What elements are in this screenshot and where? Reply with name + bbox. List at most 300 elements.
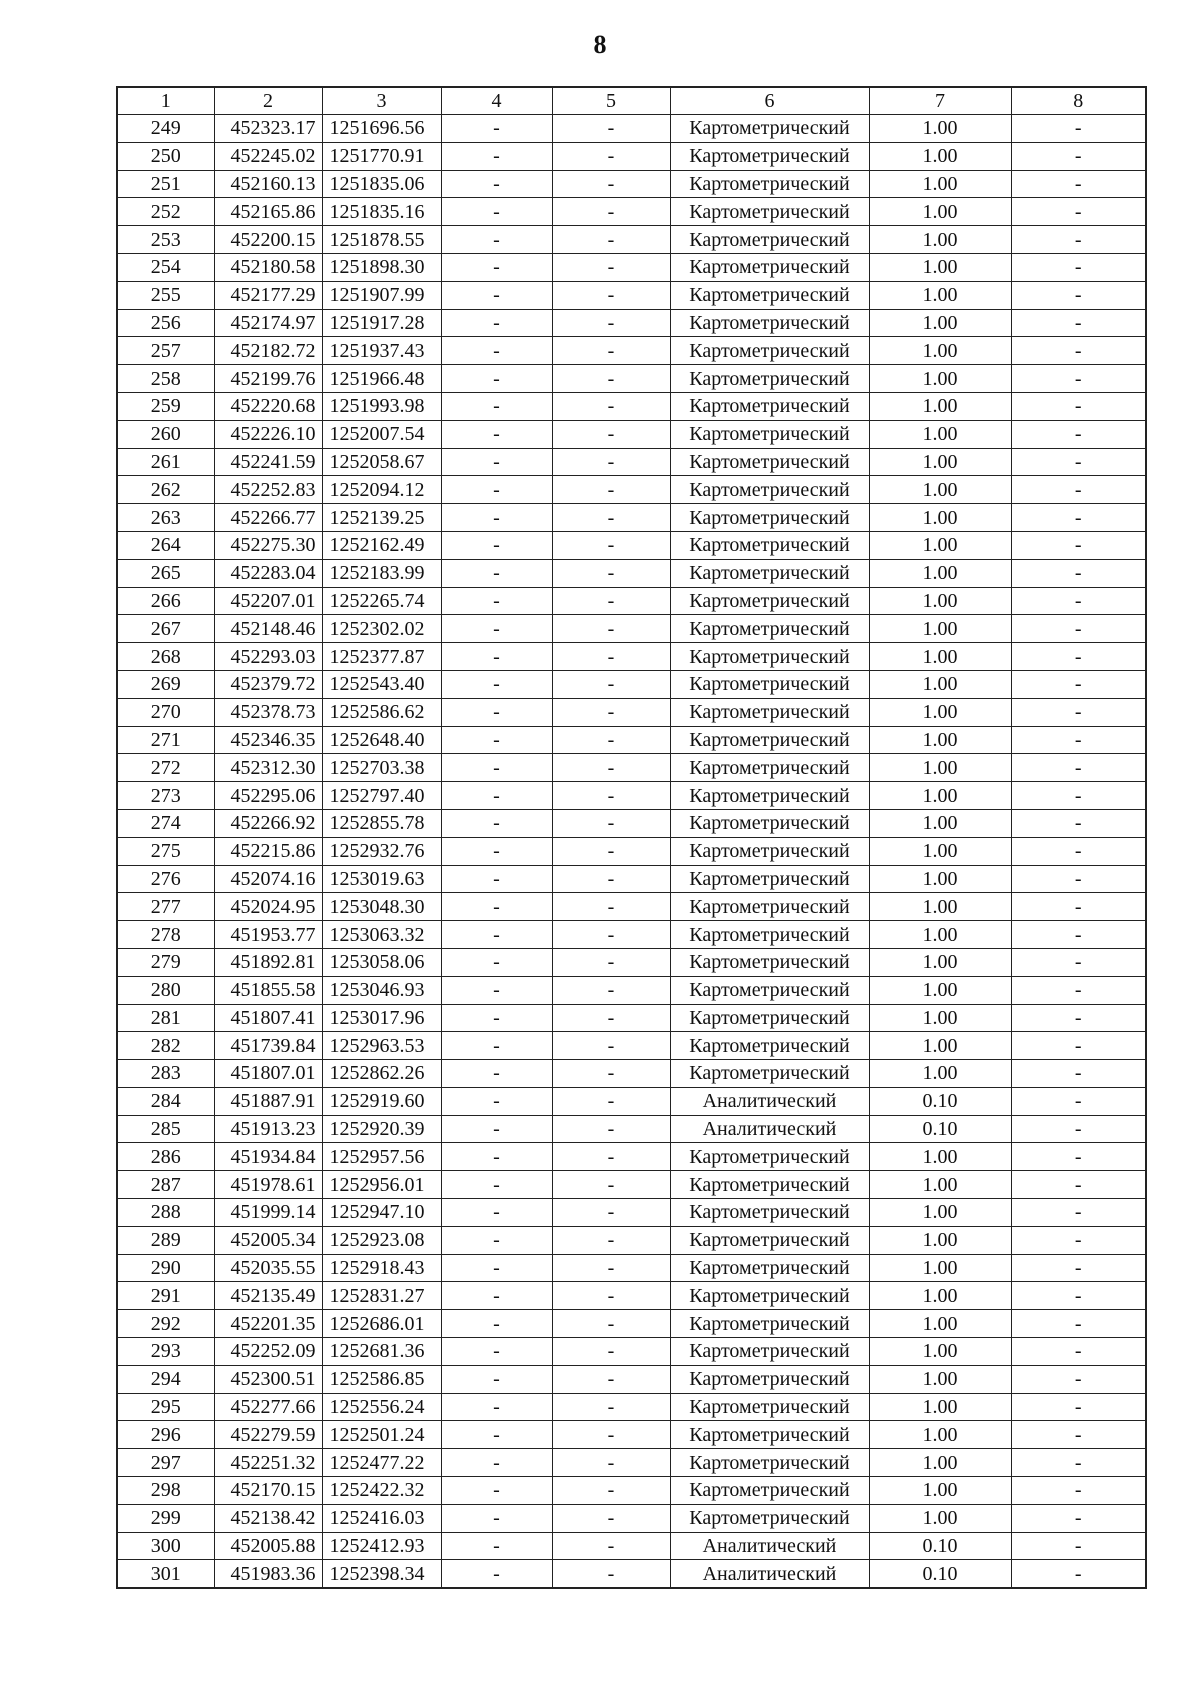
column-8-cell: - (1011, 420, 1146, 448)
method-cell: Картометрический (670, 1282, 869, 1310)
column-4-cell: - (441, 198, 552, 226)
accuracy-cell: 1.00 (869, 1004, 1011, 1032)
accuracy-cell: 1.00 (869, 893, 1011, 921)
method-cell: Аналитический (670, 1560, 869, 1588)
point-number-cell: 271 (117, 726, 214, 754)
x-coordinate-cell: 452275.30 (214, 531, 322, 559)
point-number-cell: 260 (117, 420, 214, 448)
x-coordinate-cell: 452174.97 (214, 309, 322, 337)
table-row (117, 476, 1146, 504)
accuracy-cell: 1.00 (869, 1199, 1011, 1227)
column-4-cell: - (441, 1115, 552, 1143)
column-5-cell: - (552, 809, 670, 837)
y-coordinate-cell: 1252007.54 (322, 420, 441, 448)
y-coordinate-cell: 1252855.78 (322, 809, 441, 837)
x-coordinate-cell: 452252.83 (214, 476, 322, 504)
x-coordinate-cell: 452241.59 (214, 448, 322, 476)
x-coordinate-cell: 451978.61 (214, 1171, 322, 1199)
y-coordinate-cell: 1252416.03 (322, 1504, 441, 1532)
column-8-cell: - (1011, 142, 1146, 170)
column-5-cell: - (552, 448, 670, 476)
table-row (117, 1171, 1146, 1199)
method-cell: Аналитический (670, 1115, 869, 1143)
column-5-cell: - (552, 226, 670, 254)
coordinates-table (116, 86, 1147, 1589)
point-number-cell: 293 (117, 1338, 214, 1366)
point-number-cell: 265 (117, 559, 214, 587)
column-4-cell: - (441, 1254, 552, 1282)
x-coordinate-cell: 451807.41 (214, 1004, 322, 1032)
column-4-cell: - (441, 809, 552, 837)
column-header: 3 (322, 87, 441, 115)
table-row (117, 921, 1146, 949)
table-row (117, 1060, 1146, 1088)
column-4-cell: - (441, 1477, 552, 1505)
column-4-cell: - (441, 865, 552, 893)
table-row (117, 420, 1146, 448)
column-5-cell: - (552, 1365, 670, 1393)
point-number-cell: 281 (117, 1004, 214, 1032)
y-coordinate-cell: 1251835.06 (322, 170, 441, 198)
accuracy-cell: 1.00 (869, 531, 1011, 559)
point-number-cell: 279 (117, 948, 214, 976)
y-coordinate-cell: 1252412.93 (322, 1532, 441, 1560)
column-8-cell: - (1011, 198, 1146, 226)
column-5-cell: - (552, 670, 670, 698)
x-coordinate-cell: 451855.58 (214, 976, 322, 1004)
x-coordinate-cell: 451807.01 (214, 1060, 322, 1088)
column-header: 2 (214, 87, 322, 115)
x-coordinate-cell: 452295.06 (214, 782, 322, 810)
column-5-cell: - (552, 1115, 670, 1143)
point-number-cell: 276 (117, 865, 214, 893)
column-5-cell: - (552, 115, 670, 143)
column-4-cell: - (441, 643, 552, 671)
column-5-cell: - (552, 698, 670, 726)
column-4-cell: - (441, 1282, 552, 1310)
y-coordinate-cell: 1251835.16 (322, 198, 441, 226)
table-row (117, 1532, 1146, 1560)
y-coordinate-cell: 1253019.63 (322, 865, 441, 893)
column-4-cell: - (441, 1421, 552, 1449)
x-coordinate-cell: 452323.17 (214, 115, 322, 143)
column-4-cell: - (441, 1143, 552, 1171)
point-number-cell: 255 (117, 281, 214, 309)
table-row (117, 1004, 1146, 1032)
point-number-cell: 284 (117, 1087, 214, 1115)
method-cell: Картометрический (670, 643, 869, 671)
accuracy-cell: 1.00 (869, 698, 1011, 726)
column-4-cell: - (441, 893, 552, 921)
column-4-cell: - (441, 1504, 552, 1532)
table-row (117, 754, 1146, 782)
table-row (117, 948, 1146, 976)
column-5-cell: - (552, 921, 670, 949)
column-8-cell: - (1011, 1365, 1146, 1393)
x-coordinate-cell: 452199.76 (214, 365, 322, 393)
column-5-cell: - (552, 837, 670, 865)
accuracy-cell: 1.00 (869, 1421, 1011, 1449)
method-cell: Картометрический (670, 809, 869, 837)
point-number-cell: 262 (117, 476, 214, 504)
method-cell: Картометрический (670, 1254, 869, 1282)
column-header: 1 (117, 87, 214, 115)
column-4-cell: - (441, 448, 552, 476)
x-coordinate-cell: 452148.46 (214, 615, 322, 643)
column-4-cell: - (441, 976, 552, 1004)
column-5-cell: - (552, 1282, 670, 1310)
point-number-cell: 301 (117, 1560, 214, 1588)
column-5-cell: - (552, 643, 670, 671)
column-8-cell: - (1011, 1199, 1146, 1227)
column-5-cell: - (552, 1338, 670, 1366)
table-row (117, 837, 1146, 865)
table-row (117, 1199, 1146, 1227)
accuracy-cell: 1.00 (869, 253, 1011, 281)
table-row (117, 809, 1146, 837)
point-number-cell: 275 (117, 837, 214, 865)
method-cell: Картометрический (670, 893, 869, 921)
method-cell: Картометрический (670, 142, 869, 170)
y-coordinate-cell: 1252058.67 (322, 448, 441, 476)
x-coordinate-cell: 452279.59 (214, 1421, 322, 1449)
x-coordinate-cell: 452293.03 (214, 643, 322, 671)
x-coordinate-cell: 452312.30 (214, 754, 322, 782)
accuracy-cell: 0.10 (869, 1087, 1011, 1115)
accuracy-cell: 1.00 (869, 1504, 1011, 1532)
column-5-cell: - (552, 1532, 670, 1560)
y-coordinate-cell: 1252956.01 (322, 1171, 441, 1199)
point-number-cell: 278 (117, 921, 214, 949)
column-8-cell: - (1011, 587, 1146, 615)
column-4-cell: - (441, 698, 552, 726)
table-row (117, 253, 1146, 281)
method-cell: Картометрический (670, 1338, 869, 1366)
accuracy-cell: 1.00 (869, 170, 1011, 198)
column-5-cell: - (552, 1421, 670, 1449)
column-4-cell: - (441, 615, 552, 643)
table-row (117, 1087, 1146, 1115)
column-5-cell: - (552, 726, 670, 754)
accuracy-cell: 1.00 (869, 837, 1011, 865)
table-row (117, 281, 1146, 309)
x-coordinate-cell: 451913.23 (214, 1115, 322, 1143)
accuracy-cell: 1.00 (869, 948, 1011, 976)
x-coordinate-cell: 452201.35 (214, 1310, 322, 1338)
y-coordinate-cell: 1252831.27 (322, 1282, 441, 1310)
column-4-cell: - (441, 1199, 552, 1227)
method-cell: Картометрический (670, 170, 869, 198)
method-cell: Картометрический (670, 754, 869, 782)
column-4-cell: - (441, 1004, 552, 1032)
table-row (117, 1115, 1146, 1143)
method-cell: Картометрический (670, 226, 869, 254)
method-cell: Картометрический (670, 1199, 869, 1227)
column-4-cell: - (441, 253, 552, 281)
column-8-cell: - (1011, 865, 1146, 893)
x-coordinate-cell: 451934.84 (214, 1143, 322, 1171)
accuracy-cell: 1.00 (869, 670, 1011, 698)
table-row (117, 337, 1146, 365)
table-row (117, 504, 1146, 532)
point-number-cell: 283 (117, 1060, 214, 1088)
method-cell: Картометрический (670, 1449, 869, 1477)
column-4-cell: - (441, 670, 552, 698)
method-cell: Картометрический (670, 587, 869, 615)
y-coordinate-cell: 1252543.40 (322, 670, 441, 698)
accuracy-cell: 1.00 (869, 1393, 1011, 1421)
column-4-cell: - (441, 1560, 552, 1588)
method-cell: Картометрический (670, 1393, 869, 1421)
column-8-cell: - (1011, 698, 1146, 726)
method-cell: Картометрический (670, 921, 869, 949)
column-8-cell: - (1011, 809, 1146, 837)
x-coordinate-cell: 451983.36 (214, 1560, 322, 1588)
page-number: 8 (593, 30, 607, 59)
table-row (117, 782, 1146, 810)
column-4-cell: - (441, 1393, 552, 1421)
point-number-cell: 299 (117, 1504, 214, 1532)
method-cell: Картометрический (670, 698, 869, 726)
y-coordinate-cell: 1251993.98 (322, 392, 441, 420)
column-5-cell: - (552, 976, 670, 1004)
point-number-cell: 254 (117, 253, 214, 281)
accuracy-cell: 1.00 (869, 1365, 1011, 1393)
x-coordinate-cell: 452283.04 (214, 559, 322, 587)
table-row (117, 670, 1146, 698)
column-5-cell: - (552, 1393, 670, 1421)
y-coordinate-cell: 1252681.36 (322, 1338, 441, 1366)
y-coordinate-cell: 1252422.32 (322, 1477, 441, 1505)
y-coordinate-cell: 1252183.99 (322, 559, 441, 587)
method-cell: Картометрический (670, 1060, 869, 1088)
point-number-cell: 274 (117, 809, 214, 837)
column-8-cell: - (1011, 1310, 1146, 1338)
x-coordinate-cell: 452226.10 (214, 420, 322, 448)
x-coordinate-cell: 452024.95 (214, 893, 322, 921)
table-row (117, 1143, 1146, 1171)
column-header: 7 (869, 87, 1011, 115)
accuracy-cell: 1.00 (869, 448, 1011, 476)
column-5-cell: - (552, 615, 670, 643)
point-number-cell: 282 (117, 1032, 214, 1060)
column-5-cell: - (552, 754, 670, 782)
column-8-cell: - (1011, 1393, 1146, 1421)
accuracy-cell: 1.00 (869, 281, 1011, 309)
point-number-cell: 292 (117, 1310, 214, 1338)
column-5-cell: - (552, 1060, 670, 1088)
column-4-cell: - (441, 726, 552, 754)
point-number-cell: 291 (117, 1282, 214, 1310)
table-row (117, 1282, 1146, 1310)
column-5-cell: - (552, 504, 670, 532)
column-header: 5 (552, 87, 670, 115)
column-8-cell: - (1011, 115, 1146, 143)
column-4-cell: - (441, 1087, 552, 1115)
y-coordinate-cell: 1253048.30 (322, 893, 441, 921)
y-coordinate-cell: 1253046.93 (322, 976, 441, 1004)
table-row (117, 198, 1146, 226)
table-row (117, 1421, 1146, 1449)
y-coordinate-cell: 1252918.43 (322, 1254, 441, 1282)
point-number-cell: 286 (117, 1143, 214, 1171)
accuracy-cell: 1.00 (869, 921, 1011, 949)
point-number-cell: 290 (117, 1254, 214, 1282)
accuracy-cell: 1.00 (869, 504, 1011, 532)
column-8-cell: - (1011, 754, 1146, 782)
column-8-cell: - (1011, 1226, 1146, 1254)
y-coordinate-cell: 1252139.25 (322, 504, 441, 532)
point-number-cell: 258 (117, 365, 214, 393)
accuracy-cell: 1.00 (869, 754, 1011, 782)
y-coordinate-cell: 1251898.30 (322, 253, 441, 281)
column-4-cell: - (441, 281, 552, 309)
column-5-cell: - (552, 865, 670, 893)
method-cell: Картометрический (670, 976, 869, 1004)
method-cell: Картометрический (670, 615, 869, 643)
column-5-cell: - (552, 559, 670, 587)
column-5-cell: - (552, 1254, 670, 1282)
y-coordinate-cell: 1251907.99 (322, 281, 441, 309)
column-8-cell: - (1011, 1504, 1146, 1532)
column-4-cell: - (441, 115, 552, 143)
column-4-cell: - (441, 1449, 552, 1477)
method-cell: Картометрический (670, 1004, 869, 1032)
column-8-cell: - (1011, 948, 1146, 976)
x-coordinate-cell: 452074.16 (214, 865, 322, 893)
column-8-cell: - (1011, 921, 1146, 949)
column-4-cell: - (441, 420, 552, 448)
x-coordinate-cell: 452160.13 (214, 170, 322, 198)
y-coordinate-cell: 1252797.40 (322, 782, 441, 810)
y-coordinate-cell: 1251878.55 (322, 226, 441, 254)
x-coordinate-cell: 452346.35 (214, 726, 322, 754)
column-5-cell: - (552, 1504, 670, 1532)
accuracy-cell: 1.00 (869, 782, 1011, 810)
point-number-cell: 280 (117, 976, 214, 1004)
x-coordinate-cell: 451892.81 (214, 948, 322, 976)
accuracy-cell: 1.00 (869, 1060, 1011, 1088)
point-number-cell: 253 (117, 226, 214, 254)
column-5-cell: - (552, 1310, 670, 1338)
column-5-cell: - (552, 531, 670, 559)
accuracy-cell: 1.00 (869, 1226, 1011, 1254)
accuracy-cell: 1.00 (869, 1338, 1011, 1366)
point-number-cell: 249 (117, 115, 214, 143)
column-8-cell: - (1011, 1143, 1146, 1171)
method-cell: Картометрический (670, 476, 869, 504)
column-4-cell: - (441, 1338, 552, 1366)
method-cell: Картометрический (670, 531, 869, 559)
y-coordinate-cell: 1252920.39 (322, 1115, 441, 1143)
column-8-cell: - (1011, 782, 1146, 810)
column-8-cell: - (1011, 726, 1146, 754)
y-coordinate-cell: 1252703.38 (322, 754, 441, 782)
x-coordinate-cell: 452200.15 (214, 226, 322, 254)
y-coordinate-cell: 1252477.22 (322, 1449, 441, 1477)
x-coordinate-cell: 452180.58 (214, 253, 322, 281)
x-coordinate-cell: 452135.49 (214, 1282, 322, 1310)
point-number-cell: 270 (117, 698, 214, 726)
method-cell: Картометрический (670, 837, 869, 865)
x-coordinate-cell: 451887.91 (214, 1087, 322, 1115)
point-number-cell: 264 (117, 531, 214, 559)
column-8-cell: - (1011, 1477, 1146, 1505)
column-4-cell: - (441, 309, 552, 337)
method-cell: Картометрический (670, 198, 869, 226)
table-row (117, 1365, 1146, 1393)
column-5-cell: - (552, 1449, 670, 1477)
point-number-cell: 300 (117, 1532, 214, 1560)
accuracy-cell: 1.00 (869, 726, 1011, 754)
column-8-cell: - (1011, 559, 1146, 587)
x-coordinate-cell: 452245.02 (214, 142, 322, 170)
accuracy-cell: 1.00 (869, 615, 1011, 643)
column-4-cell: - (441, 948, 552, 976)
column-5-cell: - (552, 893, 670, 921)
y-coordinate-cell: 1252862.26 (322, 1060, 441, 1088)
table-row (117, 1254, 1146, 1282)
column-8-cell: - (1011, 170, 1146, 198)
column-8-cell: - (1011, 1087, 1146, 1115)
point-number-cell: 269 (117, 670, 214, 698)
column-8-cell: - (1011, 504, 1146, 532)
x-coordinate-cell: 452177.29 (214, 281, 322, 309)
column-5-cell: - (552, 281, 670, 309)
table-row (117, 587, 1146, 615)
column-5-cell: - (552, 309, 670, 337)
method-cell: Картометрический (670, 782, 869, 810)
table-row (117, 1032, 1146, 1060)
point-number-cell: 266 (117, 587, 214, 615)
column-4-cell: - (441, 226, 552, 254)
x-coordinate-cell: 452266.92 (214, 809, 322, 837)
column-8-cell: - (1011, 309, 1146, 337)
method-cell: Аналитический (670, 1087, 869, 1115)
x-coordinate-cell: 452215.86 (214, 837, 322, 865)
method-cell: Картометрический (670, 1365, 869, 1393)
point-number-cell: 294 (117, 1365, 214, 1393)
column-4-cell: - (441, 1226, 552, 1254)
method-cell: Картометрический (670, 309, 869, 337)
column-8-cell: - (1011, 643, 1146, 671)
column-header: 6 (670, 87, 869, 115)
column-5-cell: - (552, 476, 670, 504)
method-cell: Картометрический (670, 253, 869, 281)
method-cell: Картометрический (670, 1504, 869, 1532)
column-4-cell: - (441, 337, 552, 365)
y-coordinate-cell: 1252932.76 (322, 837, 441, 865)
column-8-cell: - (1011, 365, 1146, 393)
column-8-cell: - (1011, 1171, 1146, 1199)
point-number-cell: 295 (117, 1393, 214, 1421)
table-row (117, 309, 1146, 337)
x-coordinate-cell: 452277.66 (214, 1393, 322, 1421)
column-4-cell: - (441, 1060, 552, 1088)
point-number-cell: 297 (117, 1449, 214, 1477)
column-4-cell: - (441, 754, 552, 782)
y-coordinate-cell: 1252398.34 (322, 1560, 441, 1588)
column-5-cell: - (552, 392, 670, 420)
point-number-cell: 277 (117, 893, 214, 921)
column-8-cell: - (1011, 837, 1146, 865)
column-4-cell: - (441, 921, 552, 949)
table-row (117, 1504, 1146, 1532)
column-5-cell: - (552, 1171, 670, 1199)
point-number-cell: 298 (117, 1477, 214, 1505)
table-row (117, 893, 1146, 921)
y-coordinate-cell: 1251917.28 (322, 309, 441, 337)
